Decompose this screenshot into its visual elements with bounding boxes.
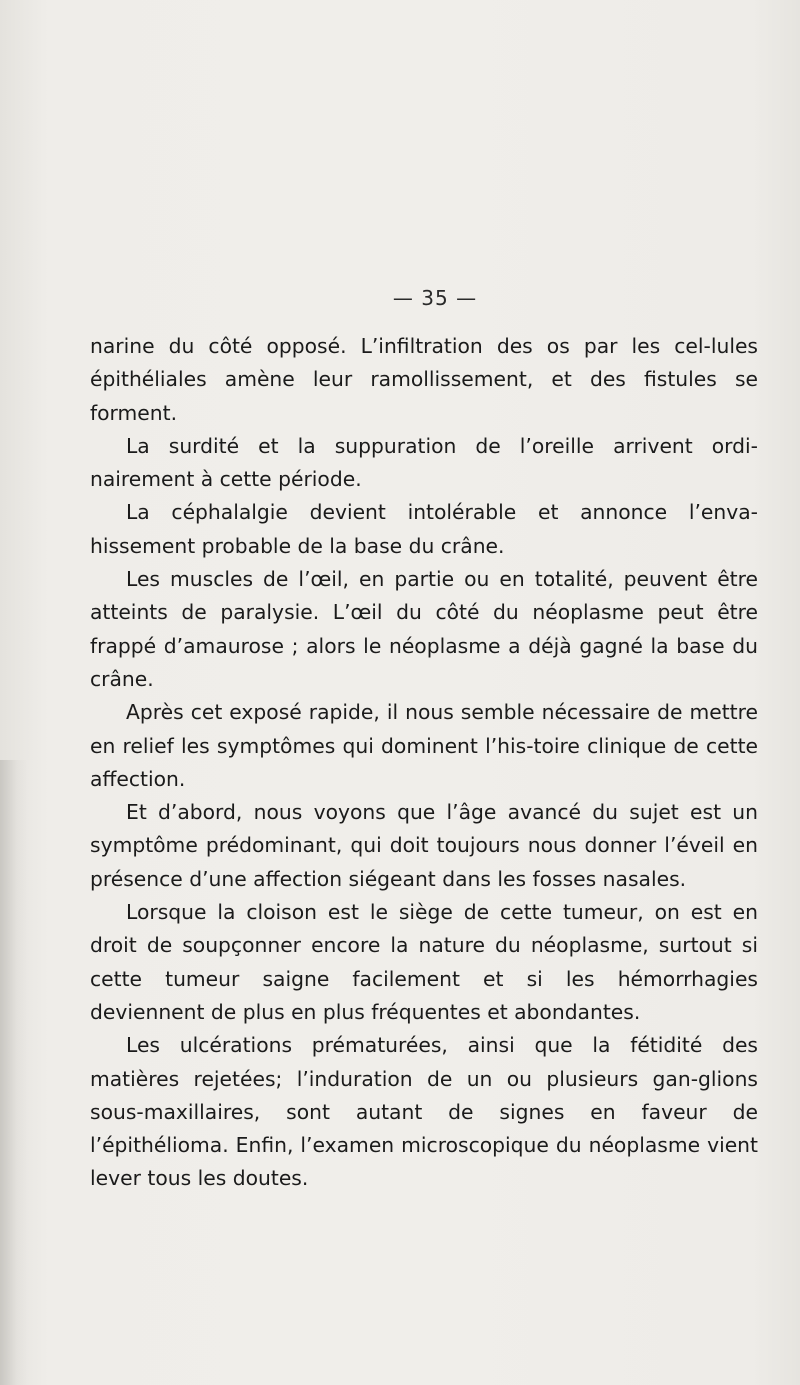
paragraph-continuation: narine du côté opposé. L’infiltration des os par les cel-lules épithéliales amène leur ramollissement, et des fistules se forment. (90, 334, 758, 425)
paragraph: La surdité et la suppuration de l’oreille arrivent ordi-nairement à cette période. (90, 433, 758, 492)
page-edge-shadow (0, 760, 28, 1385)
paragraph: Après cet exposé rapide, il nous semble nécessaire de mettre en relief les symptômes qui dominent l’his-toire clinique de cette affection. (90, 700, 758, 791)
paragraph: Les muscles de l’œil, en partie ou en totalité, peuvent être atteints de paralysie. L’œil du côté du néoplasme peut être frappé d’amaurose ; alors le néoplasme a déjà gagné la base du crâne. (90, 567, 758, 691)
paragraph: La céphalalgie devient intolérable et annonce l’enva-hissement probable de la base du crâne. (90, 500, 758, 558)
paragraph: Et d’abord, nous voyons que l’âge avancé du sujet est un symptôme prédominant, qui doit toujours nous donner l’éveil en présence d’une affection siégeant dans les fosses nasales. (90, 800, 758, 891)
paragraph: Lorsque la cloison est le siège de cette tumeur, on est en droit de soupçonner encore la nature du néoplasme, surtout si cette tumeur saigne facilement et si les hémorrhagies deviennent de plus en plus fréquentes et abondantes. (90, 900, 758, 1024)
page-number: — 35 — (392, 286, 478, 310)
paragraph: Les ulcérations prématurées, ainsi que la fétidité des matières rejetées; l’induration de un ou plusieurs gan-glions sous-maxillaires, sont autant de signes en faveur de l’épithélioma. Enfin, l’examen microscopique du néoplasme vient lever tous les doutes. (90, 1033, 758, 1191)
body-text (90, 330, 758, 1196)
